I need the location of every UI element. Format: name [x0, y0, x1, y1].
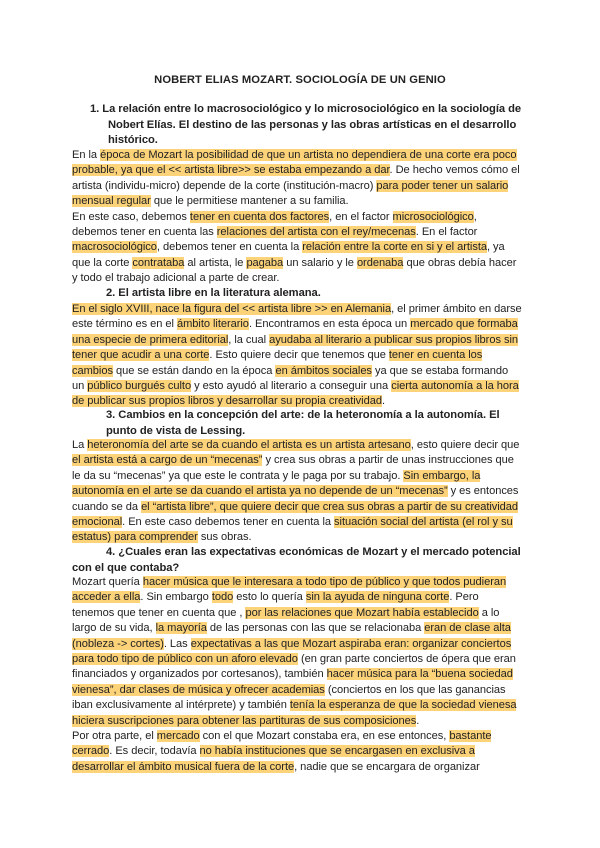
highlighted-text: eran de clase alta	[424, 622, 511, 635]
body-text: artista (individu-micro) depende de la corte (institución-macro)	[72, 179, 377, 192]
text-line	[72, 364, 532, 379]
text-line	[72, 348, 532, 363]
body-text: con el que Mozart constaba era, en ese entonces,	[199, 729, 450, 742]
highlighted-text: autonomía en el arte se da cuando el artista ya no depende de un “mecenas”	[72, 485, 448, 498]
text-line	[72, 469, 532, 484]
highlighted-text: por las relaciones que Mozart había establecido	[245, 606, 479, 619]
body-text: ya que se estaba formando	[371, 364, 509, 377]
body-text: al artista, le	[184, 256, 247, 269]
highlighted-text: situación social del artista (el rol y su	[334, 515, 513, 528]
text-line	[72, 179, 532, 194]
text-line	[72, 714, 532, 729]
text-line	[72, 590, 532, 605]
text-line	[72, 225, 532, 240]
highlighted-text: sin la ayuda de ninguna corte	[305, 591, 450, 604]
body-text: . En este caso debemos tener en cuenta la	[122, 515, 335, 528]
text-line	[72, 271, 532, 286]
section-1-heading	[90, 102, 540, 149]
highlighted-text: cambios	[72, 364, 113, 377]
body-text: , el primer ámbito en darse	[391, 303, 522, 315]
body-text: . Encontramos en esta época un	[248, 318, 411, 331]
body-text: sus obras.	[197, 531, 252, 544]
highlighted-text: época de Mozart la posibilidad de que un artista no dependiera de una corte era poco	[100, 149, 517, 161]
body-text: . En el factor	[415, 225, 478, 238]
body-text: a lo	[478, 606, 500, 619]
body-text: En la	[72, 149, 101, 161]
highlighted-text: no había instituciones que se encargasen en exclusiva a	[199, 745, 475, 758]
section-3-heading	[72, 408, 532, 439]
highlighted-text: cerrado	[72, 745, 110, 758]
body-text: . Las	[163, 637, 191, 650]
text-line	[72, 453, 532, 468]
body-text: .	[416, 714, 420, 727]
body-text: le da su “mecenas” ya que este le contrata y le paga por su trabajo.	[72, 469, 404, 482]
section-4-body	[72, 575, 532, 775]
highlighted-text: la mayoría	[155, 622, 207, 635]
text-line	[72, 317, 532, 332]
heading-line: 3. Cambios en la concepción del arte: de la heteronomía a la autonomía. El	[106, 409, 500, 421]
body-text: La	[72, 439, 88, 451]
highlighted-text: contrataba	[132, 256, 185, 269]
highlighted-text: probable, ya que el << artista libre>> se estaba empezando a dar	[72, 164, 390, 177]
highlighted-text: mercado	[156, 729, 200, 742]
highlighted-text: relaciones del artista con el rey/mecenas	[216, 225, 416, 238]
text-line	[72, 729, 532, 744]
body-text: esto lo quería	[233, 591, 306, 604]
highlighted-text: una especie de primera editorial	[72, 333, 229, 346]
highlighted-text: en ámbitos sociales	[275, 364, 372, 377]
body-text: y crea sus obras a partir de unas instrucciones que	[262, 454, 514, 467]
body-text: . De hecho vemos cómo el	[389, 164, 520, 177]
body-text: ,	[473, 210, 477, 223]
highlighted-text: el “artista libre”, que quiere decir que crea sus obras a partir de su creatividad	[141, 500, 519, 513]
text-line	[72, 210, 532, 225]
highlighted-text: ámbito literario	[176, 318, 249, 331]
highlighted-text: acceder a ella	[72, 591, 141, 604]
heading-line: 1. La relación entre lo macrosociológico y lo microsociológico en la sociología de	[90, 103, 522, 115]
heading-line: Nobert Elías. El destino de las personas y las obras artísticas en el desarrollo	[108, 118, 517, 131]
text-line	[72, 744, 532, 759]
body-text: que se están dando en la época	[112, 364, 276, 377]
section-4-heading	[72, 545, 532, 576]
highlighted-text: hacer música para la “buena sociedad	[326, 668, 513, 681]
body-text: que la corte	[72, 256, 133, 269]
highlighted-text: heteronomía del arte se da cuando el artista es un artista artesano	[87, 439, 411, 451]
body-text: un salario y le	[283, 256, 357, 269]
body-text: , debemos tener en cuenta la	[156, 241, 303, 254]
text-line	[72, 683, 532, 698]
text-line	[72, 302, 532, 317]
highlighted-text: ayudaba al literario a publicar sus propios libros sin	[269, 333, 519, 346]
text-line	[72, 530, 532, 545]
highlighted-text: mercado que formaba	[410, 318, 518, 331]
highlighted-text: microsociológico	[392, 210, 474, 223]
text-line	[72, 148, 532, 163]
section-3-body	[72, 438, 532, 546]
heading-line: punto de vista de Lessing.	[106, 424, 246, 437]
highlighted-text: , dar clases de música y ofrecer academias	[113, 683, 325, 696]
text-line	[72, 484, 532, 499]
body-text: (en gran parte conciertos de ópera que eran	[297, 652, 516, 665]
text-line	[72, 606, 532, 621]
body-text: financiados y organizados por cortesanos), también	[72, 668, 327, 681]
highlighted-text: tener que acudir a una corte	[72, 349, 210, 362]
highlighted-text: macrosociológico	[72, 241, 157, 254]
highlighted-text: emocional	[72, 515, 123, 528]
highlighted-text: pagaba	[246, 256, 284, 269]
text-line	[72, 333, 532, 348]
highlighted-text: todo	[211, 591, 234, 604]
body-text: .	[381, 395, 385, 408]
highlighted-text: En el siglo XVIII, nace la figura del << artista libre >> en Alemania	[72, 303, 392, 315]
highlighted-text: ordenaba	[356, 256, 404, 269]
text-line	[72, 760, 532, 775]
body-text: , en el factor	[329, 210, 393, 223]
highlighted-text: de publicar sus propios libros y desarrollar su propia creatividad	[72, 395, 382, 408]
body-text: Mozart quería	[72, 576, 143, 588]
text-line	[72, 438, 532, 453]
heading-line: 4. ¿Cuales eran las expectativas económicas de Mozart y el mercado potencial	[106, 546, 521, 558]
body-text: y todo el trabajo adicional a parte de crear.	[72, 272, 280, 285]
highlighted-text: relación entre la corte en si y el artista	[302, 241, 487, 254]
section-1-body	[72, 148, 532, 287]
highlighted-text: hiciera suscripciones para obtener las partituras de sus composiciones	[72, 714, 417, 727]
text-line	[72, 621, 532, 636]
body-text: . Pero	[449, 591, 479, 604]
body-text: cuando se da	[72, 500, 142, 513]
highlighted-text: bastante	[449, 729, 492, 742]
body-text: . Esto quiere decir que tenemos que	[209, 349, 389, 362]
highlighted-text: tener en cuenta los	[388, 349, 483, 362]
body-text: Por otra parte, el	[72, 729, 157, 742]
body-text: . Es decir, todavía	[109, 745, 200, 758]
body-text: , nadie que se encargara de organizar	[294, 760, 480, 773]
body-text: y es entonces	[447, 485, 519, 498]
body-text: debemos tener en cuenta las	[72, 225, 217, 238]
body-text: largo de su vida,	[72, 622, 156, 635]
body-text: , ya	[486, 241, 505, 254]
section-2-heading: 2. El artista libre en la literatura alemana.	[106, 287, 321, 299]
highlighted-text: Sin embargo, la	[403, 469, 481, 482]
body-text: En este caso, debemos	[72, 210, 190, 223]
text-line	[72, 194, 532, 209]
text-line	[72, 667, 532, 682]
highlighted-text: tenía la esperanza de que la sociedad vienesa	[289, 699, 517, 712]
text-line	[72, 256, 532, 271]
section-2-body	[72, 302, 532, 410]
heading-line: histórico.	[108, 134, 158, 147]
highlighted-text: expectativas a las que Mozart aspiraba eran: organizar conciertos	[190, 637, 512, 650]
heading-line: con el que contaba?	[72, 561, 180, 574]
highlighted-text: desarrollar el ámbito musical fuera de la corte	[72, 760, 295, 773]
body-text: un	[72, 379, 88, 392]
highlighted-text: tener en cuenta dos factores	[189, 210, 330, 223]
body-text: iban exclusivamente al intérprete) y también	[72, 699, 290, 712]
text-line	[72, 240, 532, 255]
body-text: (conciertos en los que las ganancias	[324, 683, 506, 696]
text-line	[72, 515, 532, 530]
body-text: que obras debía hacer	[403, 256, 517, 269]
highlighted-text: mensual regular	[72, 195, 151, 208]
highlighted-text: para todo tipo de público con un aforo elevado	[72, 652, 298, 665]
text-line	[72, 637, 532, 652]
highlighted-text: cierta autonomía a la hora	[391, 379, 519, 392]
body-text: y esto ayudó al literario a conseguir una	[191, 379, 392, 392]
body-text: , esto quiere decir que	[410, 439, 520, 451]
highlighted-text: público burgués culto	[87, 379, 192, 392]
text-line	[72, 575, 532, 590]
text-line	[72, 163, 532, 178]
body-text: este término es en el	[72, 318, 177, 331]
highlighted-text: el artista está a cargo de un “mecenas”	[72, 454, 263, 467]
body-text: que le permitiese mantener a su familia.	[150, 195, 349, 208]
body-text: , la cual	[228, 333, 270, 346]
body-text: tenemos que tener en cuenta que ,	[72, 606, 246, 619]
text-line	[72, 652, 532, 667]
highlighted-text: estatus) para comprender	[72, 531, 198, 544]
highlighted-text: (nobleza -> cortes)	[72, 637, 164, 650]
highlighted-text: para poder tener un salario	[376, 179, 509, 192]
highlighted-text: hacer música que le interesara a todo tipo de público y que todos pudieran	[142, 576, 507, 588]
text-line	[72, 500, 532, 515]
body-text: . Sin embargo	[140, 591, 212, 604]
text-line	[72, 379, 532, 394]
highlighted-text: vienesa”	[72, 683, 114, 696]
document-title: NOBERT ELIAS MOZART. SOCIOLOGÍA DE UN GENIO	[154, 74, 446, 86]
text-line	[72, 698, 532, 713]
body-text: de las personas con las que se relacionaba	[206, 622, 425, 635]
